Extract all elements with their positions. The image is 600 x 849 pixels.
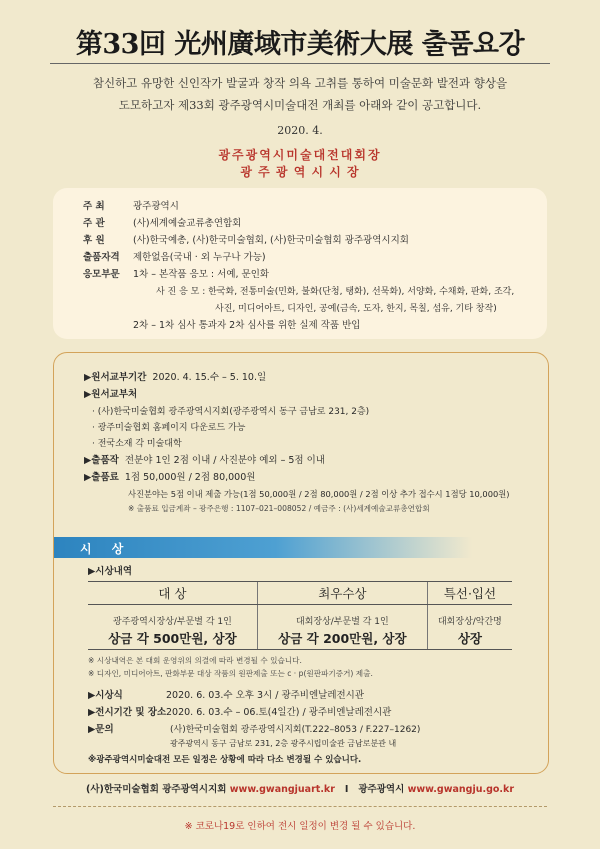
intro-line-2: 도모하고자 제33회 광주광역시미술대전 개최를 아래와 같이 공고합니다. (118, 98, 482, 112)
fee-account: ※ 출품료 입금계좌 – 광주은행 : 1107–021–008052 / 예금주 : (사)세계예술교류총연합회 (128, 504, 430, 513)
footer-links (0, 781, 600, 795)
fee-row: ▶출품료 1점 50,000원 / 2점 80,000원 (84, 472, 256, 483)
footer-assoc: (사)한국미술협회 광주광역시지회 (85, 784, 227, 795)
prize-award-grand: 상금 각 500만원, 상장 (88, 627, 257, 650)
place-label: ▶원서교부처 (84, 389, 138, 400)
ceremony-row: ▶시상식 2020. 6. 03.수 오후 3시 / 광주비엔날레전시관 (88, 690, 365, 701)
footer-divider-line (53, 806, 547, 807)
prize-section-title: 시 상 (80, 542, 132, 556)
title-divider (50, 63, 550, 64)
period-row: ▶원서교부기간 2020. 4. 15.수 – 5. 10.일 (84, 372, 267, 383)
prize-section-header (54, 537, 546, 558)
category-line-4: 2차 – 1차 심사 통과자 2차 심사를 위한 실제 작품 반입 (133, 320, 361, 331)
exhibit-row: ▶전시기간 및 장소2020. 6. 03.수 – 06.토(4일간) / 광주비엔날레전시관 (88, 707, 392, 718)
announcement-date: 2020. 4. (277, 124, 323, 137)
intro-line-1: 참신하고 유망한 신인작가 발굴과 창작 의욕 고취를 통하여 미술문화 발전과 향상을 (92, 76, 508, 90)
prize-table (88, 581, 512, 650)
place-item-1: · (사)한국미술협회 광주광역시지회(광주광역시 동구 금남로 231, 2층) (92, 407, 370, 417)
page-title: 第33回 光州廣域市美術大展 출품요강 (75, 29, 525, 60)
fee-note: 사진분야는 5점 이내 제출 가능(1점 50,000원 / 2점 80,000원 / 2점 이상 추가 접수시 1점당 10,000원) (128, 489, 510, 499)
covid-notice: ※ 코로나19로 인하여 전시 일정이 변경 될 수 있습니다. (184, 821, 416, 832)
prize-head-excellence: 최우수상 (257, 582, 427, 605)
place-item-3: · 전국소재 각 미술대학 (92, 439, 182, 449)
overview-box: 주 최 광주광역시 주 관 (사)세계예술교류총연합회 후 원 (사)한국예총, (사)한국미술협회, (사)한국미술협회 광주광역시지회 출품자격 제한없음(국내 · 외 누구나 가능) 응모부문 1차 – 본작품 응모 : 서예, 문인화 사 진 응 모 : 한국화, 전통미술(민화, 불화(단청, 탱화), 선묵화), 서양화, 수채화, 판화, 조각, 사진, 미디어아트, 디자인, 공예(금속, 도자, 한지, 목칠, 섬유, 기타 창작) 2차 – 1차 심사 통과자 2차 심사를 위한 실제 작품 반입 (53, 188, 547, 339)
prize-desc-excellence: 대회장상/부문별 각 1인 (257, 605, 427, 628)
prize-award-excellence: 상금 각 200만원, 상장 (257, 627, 427, 650)
place-item-2: · 광주미술협회 홈페이지 다운로드 가능 (92, 423, 246, 433)
organizer-mayor: 광 주 광 역 시 시 장 (240, 165, 360, 179)
footer-city-url[interactable]: www.gwangju.go.kr (407, 784, 515, 795)
prize-note-1: ※ 시상내역은 본 대회 운영위의 의결에 따라 변경될 수 있습니다. (88, 656, 302, 665)
prize-head-grand: 대 상 (88, 582, 257, 605)
prize-desc-special: 대회장상/악간명 (427, 605, 512, 628)
schedule-note: ※광주광역시미술대전 모든 일정은 상황에 따라 다소 변경될 수 있습니다. (88, 755, 362, 765)
works-row: ▶출품작 전분야 1인 2점 이내 / 사진분야 예외 – 5점 이내 (84, 455, 325, 466)
intro-text (40, 72, 560, 116)
contact-row: ▶문의 (사)한국미술협회 광주광역시지회(T.222–8053 / F.227–1262) (88, 724, 421, 735)
prize-desc-grand: 광주광역시장상/부문별 각 1인 (113, 616, 232, 627)
prize-head-special: 특선·입선 (427, 582, 512, 605)
organizer-chair: 광주광역시미술대전대회장 (218, 148, 382, 162)
prize-award-special: 상장 (427, 627, 512, 650)
footer-assoc-url[interactable]: www.gwangjuart.kr (229, 784, 335, 795)
prize-list-label: ▶시상내역 (88, 566, 133, 577)
contact-address: 광주광역시 동구 금남로 231, 2층 광주시립미술관 금남로분관 내 (170, 739, 397, 748)
footer-city: 광주광역시 (358, 784, 405, 795)
category-line-3: 사진, 미디어아트, 디자인, 공예(금속, 도자, 한지, 목칠, 섬유, 기타 창작) (215, 304, 497, 314)
footer-divider: I (344, 784, 349, 795)
prize-note-2: ※ 디자인, 미디어아트, 판화부문 대상 작품의 원판제출 또는 c · p(원판파기증거) 제출. (88, 669, 373, 678)
category-line-2: 사 진 응 모 : 한국화, 전통미술(민화, 불화(단청, 탱화), 선묵화), 서양화, 수채화, 판화, 조각, (156, 287, 515, 297)
